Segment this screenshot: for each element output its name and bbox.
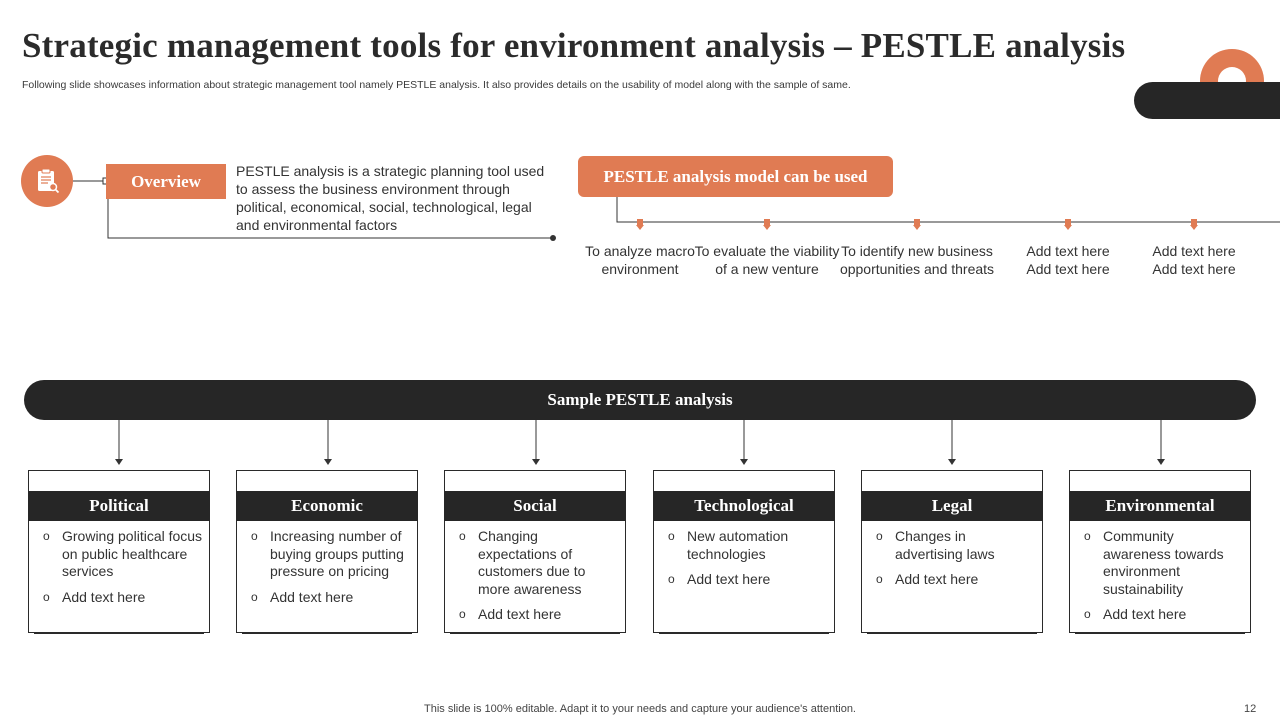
- factor-card-social: [444, 470, 626, 633]
- factor-bullet: o Add text here: [251, 588, 354, 605]
- timeline-marker-icon: [1062, 219, 1074, 231]
- factor-card-environmental: [1069, 470, 1251, 633]
- factor-bullet: o Changing expectations of customers due to more awareness: [459, 528, 586, 597]
- factor-title: Political: [28, 491, 210, 521]
- overview-description: PESTLE analysis is a strategic planning tool used to assess the business environment through political, economical, social, technological, legal and environmental factors: [236, 163, 545, 233]
- timeline-marker-icon: [911, 219, 923, 231]
- page-number: 12: [1244, 703, 1257, 715]
- factor-bullet: o Increasing number of buying groups putting pressure on pricing: [251, 528, 404, 579]
- overview-underline-dot: [550, 235, 556, 241]
- factor-bullet: o New automation technologies: [668, 528, 789, 562]
- sample-pestle-header: Sample PESTLE analysis: [24, 380, 1256, 420]
- factor-bullet: o Growing political focus on public healthcare services: [43, 528, 203, 579]
- factor-bullet: o Add text here: [668, 571, 771, 587]
- model-use-item: To evaluate the viability of a new venture: [694, 243, 840, 277]
- factor-title: Legal: [861, 491, 1043, 521]
- slide-title: Strategic management tools for environment analysis – PESTLE analysis: [22, 26, 1126, 65]
- factor-bullet: o Add text here: [43, 588, 146, 605]
- model-uses-label: PESTLE analysis model can be used: [578, 156, 893, 197]
- factor-bullet: o Community awareness towards environment sustainability: [1084, 528, 1224, 597]
- factor-title: Environmental: [1069, 491, 1251, 521]
- model-use-item: Add text here Add text here: [1026, 243, 1110, 277]
- timeline-marker-icon: [1188, 219, 1200, 231]
- factor-title: Social: [444, 491, 626, 521]
- factor-card-economic: [236, 470, 418, 633]
- clipboard-search-icon: [21, 155, 73, 207]
- factor-bullet: o Changes in advertising laws: [876, 528, 995, 562]
- model-use-item: To identify new business opportunities and threats: [839, 243, 995, 277]
- timeline-marker-icon: [761, 219, 773, 231]
- factor-card-technological: [653, 470, 835, 633]
- model-use-item: To analyze macro environment: [585, 243, 695, 277]
- factor-card-legal: [861, 470, 1043, 633]
- factor-title: Economic: [236, 491, 418, 521]
- factor-bullet: o Add text here: [459, 606, 562, 622]
- overview-label: Overview: [106, 164, 226, 199]
- slide-subtitle: Following slide showcases information about strategic management tool namely PESTLE analysis. It also provides details on the usability of model along with the sample of same.: [22, 79, 851, 91]
- model-use-item: Add text here Add text here: [1152, 243, 1236, 277]
- factor-bullet: o Add text here: [876, 571, 979, 587]
- timeline-marker-icon: [634, 219, 646, 231]
- factor-bullet: o Add text here: [1084, 606, 1187, 622]
- factor-card-political: [28, 470, 210, 633]
- factor-title: Technological: [653, 491, 835, 521]
- sample-arrows: [115, 420, 1165, 465]
- footer-note: This slide is 100% editable. Adapt it to your needs and capture your audience's attention.: [424, 703, 856, 715]
- model-timeline: [617, 197, 1280, 222]
